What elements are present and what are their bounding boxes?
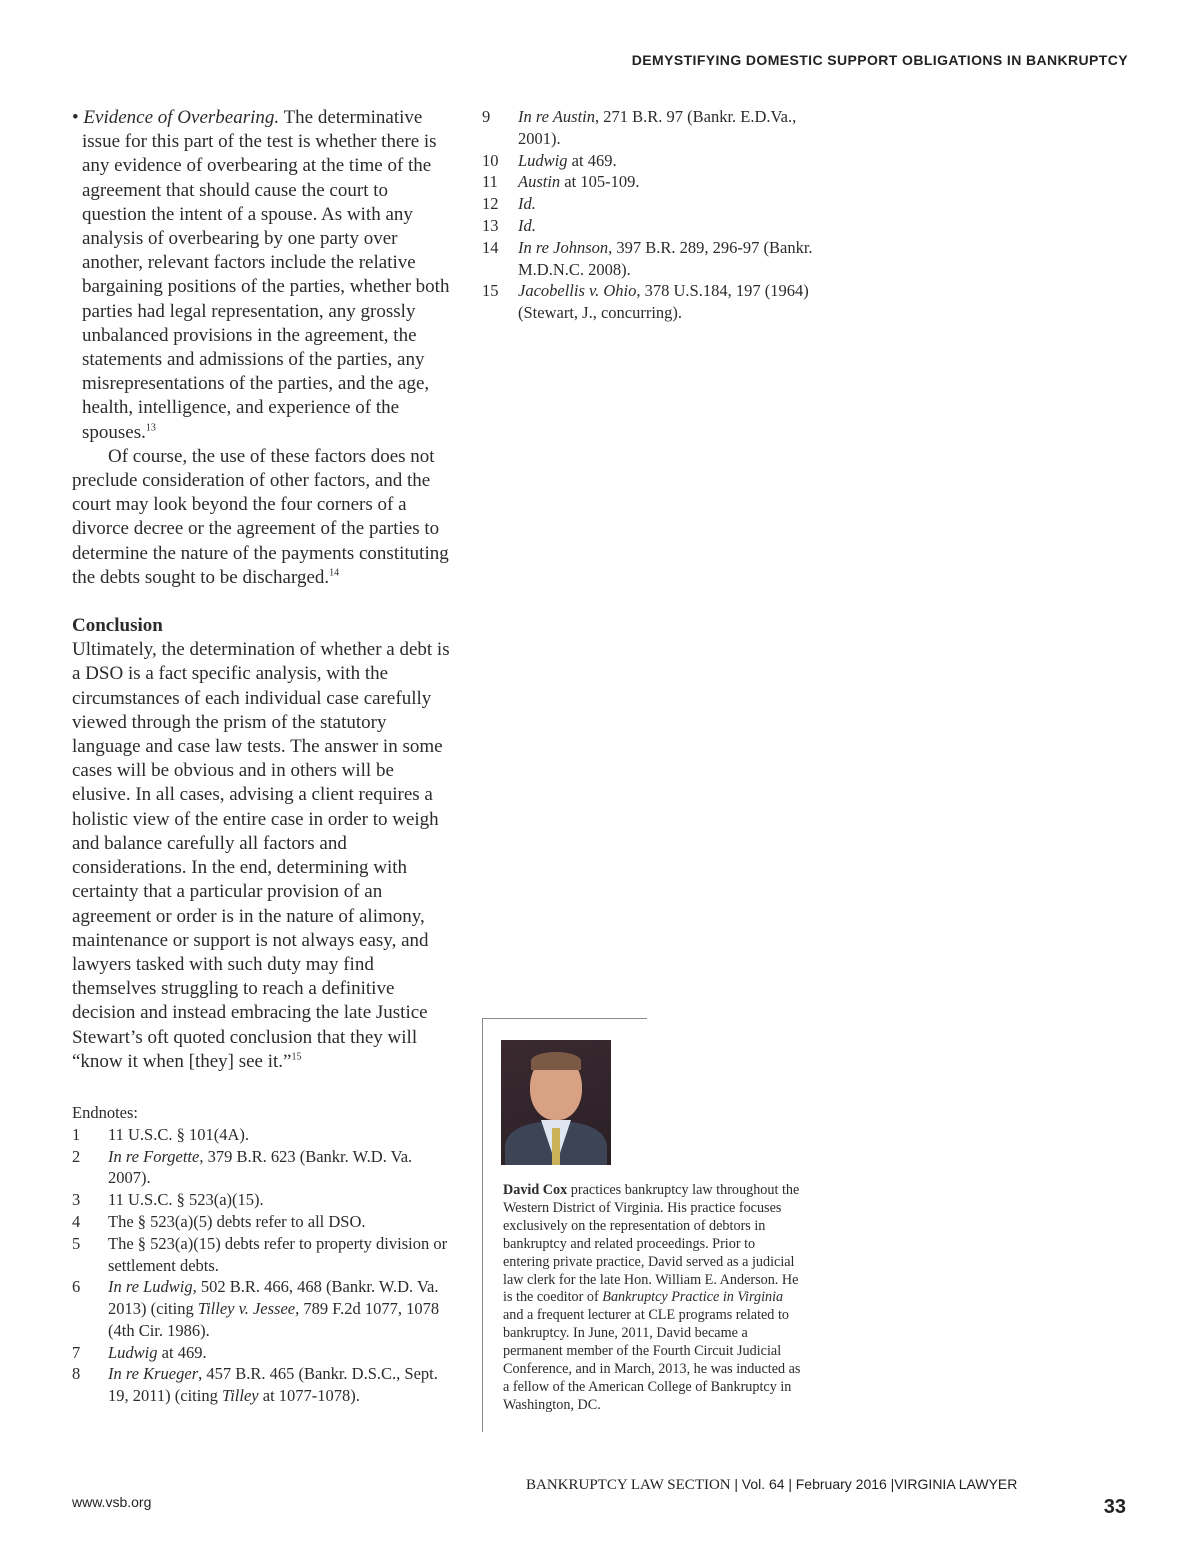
endnote-citation: In re Krueger xyxy=(108,1364,199,1384)
left-column xyxy=(72,106,452,1407)
endnote-text xyxy=(518,237,842,281)
endnote-number: 13 xyxy=(482,215,499,235)
endnote-text xyxy=(108,1211,452,1233)
endnote-item xyxy=(482,280,842,324)
author-bio xyxy=(503,1182,803,1415)
conclusion-paragraph xyxy=(72,638,452,1074)
footer-sep-3: | xyxy=(890,1476,895,1492)
endnote-detail: , 379 B.R. 623 (Bankr. W.D. Va. 2007). xyxy=(108,1146,413,1188)
footnote-ref-14[interactable]: 14 xyxy=(329,567,340,579)
endnote-item xyxy=(72,1211,452,1233)
endnote-detail: at 1077-1078). xyxy=(258,1386,360,1406)
endnote-text xyxy=(108,1124,452,1146)
endnote-detail: The § 523(a)(15) debts refer to property division or settlement debts. xyxy=(108,1233,448,1275)
endnote-number: 1 xyxy=(72,1124,81,1144)
endnote-item xyxy=(72,1146,452,1190)
footer-sep-1: | xyxy=(734,1476,739,1492)
endnote-citation: Id. xyxy=(518,215,536,235)
endnote-item xyxy=(482,106,842,150)
endnote-citation: In re Johnson, xyxy=(518,237,613,257)
endnotes-label: Endnotes: xyxy=(72,1102,138,1122)
endnote-item xyxy=(72,1124,452,1146)
endnote-citation: Tilley xyxy=(221,1386,259,1406)
endnote-detail: 397 B.R. 289, 296-97 (Bankr. M.D.N.C. 2008). xyxy=(518,237,813,279)
author-photo xyxy=(501,1040,611,1165)
bullet-paragraph: • Evidence of Overbearing. The determinative issue for this part of the test is whether there is any evidence of overbearing at the time of the agreement that should cause the court to question the intent of a spouse. As with any analysis of overbearing by one party over another, relevant factors include the relative bargaining positions of the parties, whether both parties had legal representation, any grossly unbalanced provisions in the agreement, the statements and admissions of the parties, any misrepresentations of the parties, and the age, health, intelligence, and experience of the spouses.$^{13}$ xyxy=(72,107,450,443)
endnote-number: 3 xyxy=(72,1190,81,1210)
endnote-citation: In re Forgette xyxy=(108,1146,200,1166)
endnote-item xyxy=(482,193,842,215)
endnote-number: 12 xyxy=(482,194,499,214)
bio-text-2: and a frequent lecturer at CLE programs related to bankruptcy. In June, 2011, David became a permanent member of the Fourth Circuit Judicial Conference, and in March, 2013, he was inducted as a fellow of the American College of Bankruptcy in Washington, DC. xyxy=(503,1307,801,1413)
endnote-text xyxy=(518,280,842,324)
footer-volume: Vol. 64 xyxy=(741,1476,785,1492)
endnote-citation: Tilley v. Jessee, xyxy=(197,1299,300,1319)
endnote-number: 4 xyxy=(72,1211,81,1231)
endnote-text xyxy=(518,150,842,172)
endnote-citation: Ludwig xyxy=(518,150,568,170)
footer-section: BANKRUPTCY LAW SECTION xyxy=(526,1477,731,1493)
endnote-number: 8 xyxy=(72,1364,81,1384)
endnote-text xyxy=(108,1189,452,1211)
endnote-detail: at 105-109. xyxy=(560,172,640,192)
author-bio-box xyxy=(482,1018,801,1432)
bullet-text: The determinative issue for this part of the test is whether there is any evidence of overbearing at the time of the agreement that should cause the court to question the intent of a spouse. As with any analysis of overbearing by one party over another, relevant factors include the relative bargaining positions of the parties, whether both parties had legal representation, any grossly unbalanced provisions in the agreement, the statements and admissions of the parties, any misrepresentations of the parties, and the age, health, intelligence, and experience of the spouses. xyxy=(82,107,450,443)
endnote-detail: at 469. xyxy=(567,150,617,170)
endnote-detail: 502 B.R. 466, 468 (Bankr. W.D. Va. 2013) (citing xyxy=(108,1277,439,1319)
endnote-item xyxy=(482,237,842,281)
endnote-number: 11 xyxy=(482,172,498,192)
footer-date: February 2016 xyxy=(795,1476,887,1492)
body-paragraph xyxy=(72,445,452,590)
endnotes-left xyxy=(72,1102,452,1407)
endnote-citation: Jacobellis v. Ohio xyxy=(518,281,637,301)
endnote-detail: , 457 B.R. 465 (Bankr. D.S.C., Sept. 19, 2011) (citing xyxy=(108,1364,438,1406)
endnote-list-right xyxy=(482,106,842,324)
endnote-number: 10 xyxy=(482,150,499,170)
endnote-item xyxy=(72,1233,452,1277)
endnote-item xyxy=(482,150,842,172)
footer-sep-2: | xyxy=(788,1476,792,1492)
endnote-citation: Austin xyxy=(518,172,561,192)
endnote-number: 14 xyxy=(482,237,499,257)
endnote-detail: at 469. xyxy=(157,1342,207,1362)
endnote-text xyxy=(108,1146,452,1190)
bio-text-1: practices bankruptcy law throughout the Western District of Virginia. His practice focuses exclusively on the representation of debtors in bankruptcy and related proceedings. Prior to entering private practice, David served as a judicial law clerk for the late Hon. William E. Anderson. He is the coeditor of xyxy=(503,1182,800,1306)
endnote-item xyxy=(482,215,842,237)
endnote-text xyxy=(108,1363,452,1407)
paragraph-text: Of course, the use of these factors does not preclude consideration of other factors, and the court may look beyond the four corners of a divorce decree or the agreement of the parties to determine the nature of the payments constituting the debts sought to be discharged. xyxy=(72,445,449,588)
endnote-text xyxy=(108,1342,452,1364)
endnote-number: 7 xyxy=(72,1342,81,1362)
endnote-detail: , 378 U.S.184, 197 (1964) (Stewart, J., concurring). xyxy=(518,281,809,323)
endnote-detail: 11 U.S.C. § 523(a)(15). xyxy=(108,1190,264,1210)
endnote-item xyxy=(72,1363,452,1407)
endnote-text xyxy=(518,215,842,237)
endnote-text xyxy=(518,171,842,193)
author-name: David Cox xyxy=(503,1182,568,1198)
endnote-detail: 11 U.S.C. § 101(4A). xyxy=(108,1124,250,1144)
endnote-list-left xyxy=(72,1124,452,1407)
endnote-number: 15 xyxy=(482,281,499,301)
footer-magazine: VIRGINIA LAWYER xyxy=(894,1476,1018,1492)
endnote-citation: Id. xyxy=(518,194,536,214)
endnote-detail: The § 523(a)(5) debts refer to all DSO. xyxy=(108,1211,366,1231)
endnote-citation: In re Austin xyxy=(518,107,595,126)
bio-divider xyxy=(483,1018,647,1019)
footer-publication xyxy=(526,1476,1017,1494)
endnote-text xyxy=(108,1233,452,1277)
running-header: DEMYSTIFYING DOMESTIC SUPPORT OBLIGATIONS IN BANKRUPTCY xyxy=(631,52,1128,68)
conclusion-text: Ultimately, the determination of whether a debt is a DSO is a fact specific analysis, with the circumstances of each individual case carefully viewed through the prism of the statutory language and case law tests. The answer in some cases will be obvious and in others will be elusive. In all cases, advising a client requires a holistic view of the entire case in order to weigh and balance carefully all factors and considerations. In the end, determining with certainty that a particular provision of an agreement or order is in the nature of alimony, maintenance or support is not always easy, and lawyers tasked with such duty may find themselves struggling to reach a definitive decision and instead embracing the late Justice Stewart’s oft quoted conclusion that they will “know it when [they] see it.” xyxy=(72,639,450,1072)
page-number: 33 xyxy=(1103,1496,1126,1518)
endnote-citation: In re Ludwig, xyxy=(108,1277,197,1297)
endnote-text xyxy=(518,193,842,215)
endnote-item xyxy=(72,1189,452,1211)
endnote-detail: , 271 B.R. 97 (Bankr. E.D.Va., 2001). xyxy=(518,107,797,148)
endnote-item xyxy=(482,171,842,193)
endnote-number: 6 xyxy=(72,1277,81,1297)
endnote-number: 2 xyxy=(72,1146,81,1166)
endnote-text xyxy=(518,106,842,150)
endnote-number: 5 xyxy=(72,1233,81,1253)
endnote-item xyxy=(72,1276,452,1341)
bio-book-title: Bankruptcy Practice in Virginia xyxy=(602,1289,784,1306)
bullet-lead: Evidence of Overbearing. xyxy=(83,107,280,128)
endnote-item xyxy=(72,1342,452,1364)
endnote-citation: Ludwig xyxy=(108,1342,158,1362)
endnote-detail: 789 F.2d 1077, 1078 (4th Cir. 1986). xyxy=(108,1299,440,1340)
footnote-ref-15[interactable]: 15 xyxy=(291,1051,302,1063)
footnote-ref-13[interactable]: 13 xyxy=(145,422,156,434)
endnote-number: 9 xyxy=(482,107,491,126)
conclusion-heading: Conclusion xyxy=(72,615,163,637)
footer-url-link[interactable]: www.vsb.org xyxy=(72,1494,152,1510)
endnote-text xyxy=(108,1276,452,1341)
